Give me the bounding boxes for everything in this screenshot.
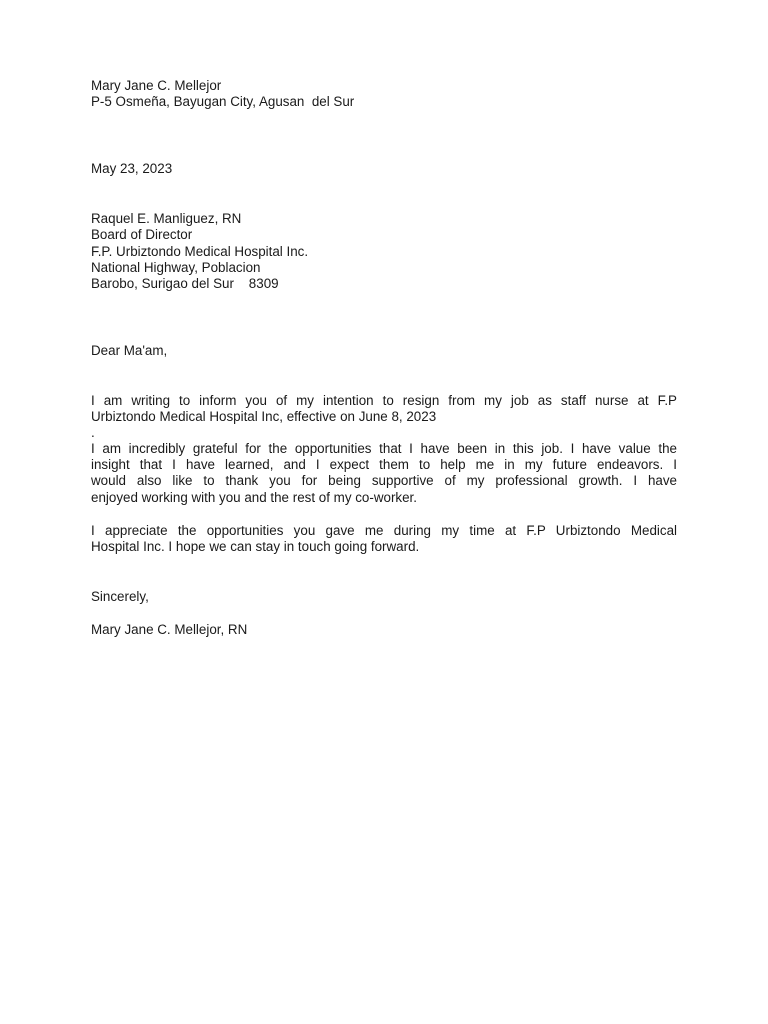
- sender-name: Mary Jane C. Mellejor: [91, 78, 222, 93]
- salutation: Dear Ma'am,: [91, 343, 168, 358]
- body-line: Urbiztondo Medical Hospital Inc, effective on June 8, 2023: [91, 409, 437, 425]
- signature-name: Mary Jane C. Mellejor, RN: [91, 622, 248, 637]
- recipient-organization: F.P. Urbiztondo Medical Hospital Inc.: [91, 244, 309, 259]
- body-paragraph-2: [91, 441, 677, 506]
- body-line: I am incredibly grateful for the opportunities that I have been in this job. I have value the: [91, 441, 677, 456]
- body-line: .: [91, 425, 95, 441]
- closing: Sincerely,: [91, 589, 149, 604]
- body-line: I appreciate the opportunities you gave me during my time at F.P Urbiztondo Medical: [91, 523, 677, 538]
- body-line: I am writing to inform you of my intention to resign from my job as staff nurse at F.P: [91, 393, 677, 408]
- recipient-name: Raquel E. Manliguez, RN: [91, 211, 242, 226]
- body-line: Hospital Inc. I hope we can stay in touch going forward.: [91, 539, 420, 555]
- recipient-city: Barobo, Surigao del Sur 8309: [91, 276, 279, 291]
- body-line: would also like to thank you for being supportive of my professional growth. I have: [91, 473, 677, 489]
- body-paragraph-3: [91, 523, 677, 555]
- body-line: insight that I have learned, and I expect them to help me in my future endeavors. I: [91, 457, 677, 473]
- body-paragraph-1: [91, 393, 677, 442]
- letter-date: May 23, 2023: [91, 161, 173, 176]
- body-line: enjoyed working with you and the rest of my co-worker.: [91, 489, 417, 505]
- recipient-title: Board of Director: [91, 227, 193, 242]
- sender-address: P-5 Osmeña, Bayugan City, Agusan del Sur: [91, 94, 355, 109]
- recipient-street: National Highway, Poblacion: [91, 260, 261, 275]
